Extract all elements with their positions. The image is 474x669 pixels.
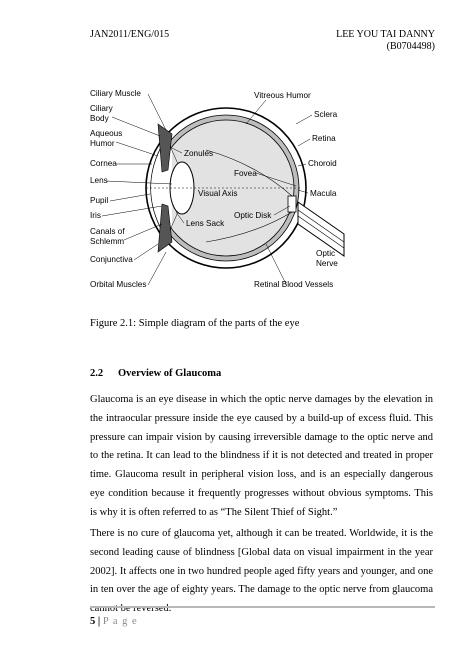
label-iris: Iris <box>90 211 101 220</box>
label-lens: Lens <box>90 176 108 185</box>
page-footer <box>90 616 138 627</box>
footer-separator: | <box>97 616 101 627</box>
label-optic-nerve-2: Nerve <box>316 259 338 268</box>
label-retina: Retina <box>312 134 336 143</box>
label-conjunctiva: Conjunctiva <box>90 255 133 264</box>
optic-disk-shape <box>288 196 296 212</box>
label-fovea: Fovea <box>234 169 257 178</box>
label-aqueous-humor-2: Humor <box>90 139 115 148</box>
label-retinal-blood-vessels: Retinal Blood Vessels <box>254 280 334 289</box>
paragraph-2: There is no cure of glaucoma yet, although it can be treated. Worldwide, it is the second leading cause of blindness [Global data on visual impairment in the year 2002]. It affects one in two hundred people aged fifty years and younger, and one in ten over the age of eighty years. The damage to the optic nerve from glaucoma cannot be reversed. <box>90 528 433 615</box>
label-lens-sack: Lens Sack <box>186 219 225 228</box>
section-title: Overview of Glaucoma <box>118 368 222 379</box>
footer-page-number: 5 <box>90 616 96 627</box>
label-zonules: Zonules <box>184 149 214 158</box>
label-vitreous-humor: Vitreous Humor <box>254 91 311 100</box>
label-aqueous-humor-1: Aqueous <box>90 129 123 138</box>
label-canals-1: Canals of <box>90 227 125 236</box>
label-cornea: Cornea <box>90 159 117 168</box>
label-ciliary-body-2: Body <box>90 114 109 123</box>
label-ciliary-muscle: Ciliary Muscle <box>90 89 141 98</box>
eye-diagram <box>86 84 346 294</box>
section-number: 2.2 <box>90 368 104 379</box>
label-macula: Macula <box>310 189 337 198</box>
label-visual-axis: Visual Axis <box>198 189 238 198</box>
label-orbital-muscles: Orbital Muscles <box>90 280 147 289</box>
label-pupil: Pupil <box>90 196 109 205</box>
header-doc-code: JAN2011/ENG/015 <box>90 29 170 40</box>
label-ciliary-body-1: Ciliary <box>90 104 113 113</box>
header-author: LEE YOU TAI DANNY <box>336 29 435 40</box>
header-author-block <box>336 29 435 53</box>
label-choroid: Choroid <box>308 159 337 168</box>
label-canals-2: Schlemm <box>90 237 125 246</box>
paragraph-1: Glaucoma is an eye disease in which the optic nerve damages by the elevation in the intraocular pressure inside the eye caused by a build-up of excess fluid. This pressure can impair vision by causing irreversible damage to the optic nerve and to the retina. It can lead to the blindness if it is not detected and treated in proper time. Glaucoma result in peripheral vision loss, and is an especially dangerous eye condition because it frequently progresses without obvious symptoms. This is why it is often referred to as “The Silent Thief of Sight.” <box>90 394 433 518</box>
section-heading <box>90 368 221 379</box>
optic-nerve-shape <box>298 202 344 256</box>
footer-page-word: P a g e <box>102 616 138 627</box>
label-optic-nerve-1: Optic <box>316 249 336 258</box>
header-student-id: (B0704498) <box>386 41 435 52</box>
figure-caption: Figure 2.1: Simple diagram of the parts of the eye <box>90 318 300 329</box>
label-sclera: Sclera <box>314 110 338 119</box>
footer-divider <box>90 606 435 608</box>
label-optic-disk: Optic Disk <box>234 211 272 220</box>
